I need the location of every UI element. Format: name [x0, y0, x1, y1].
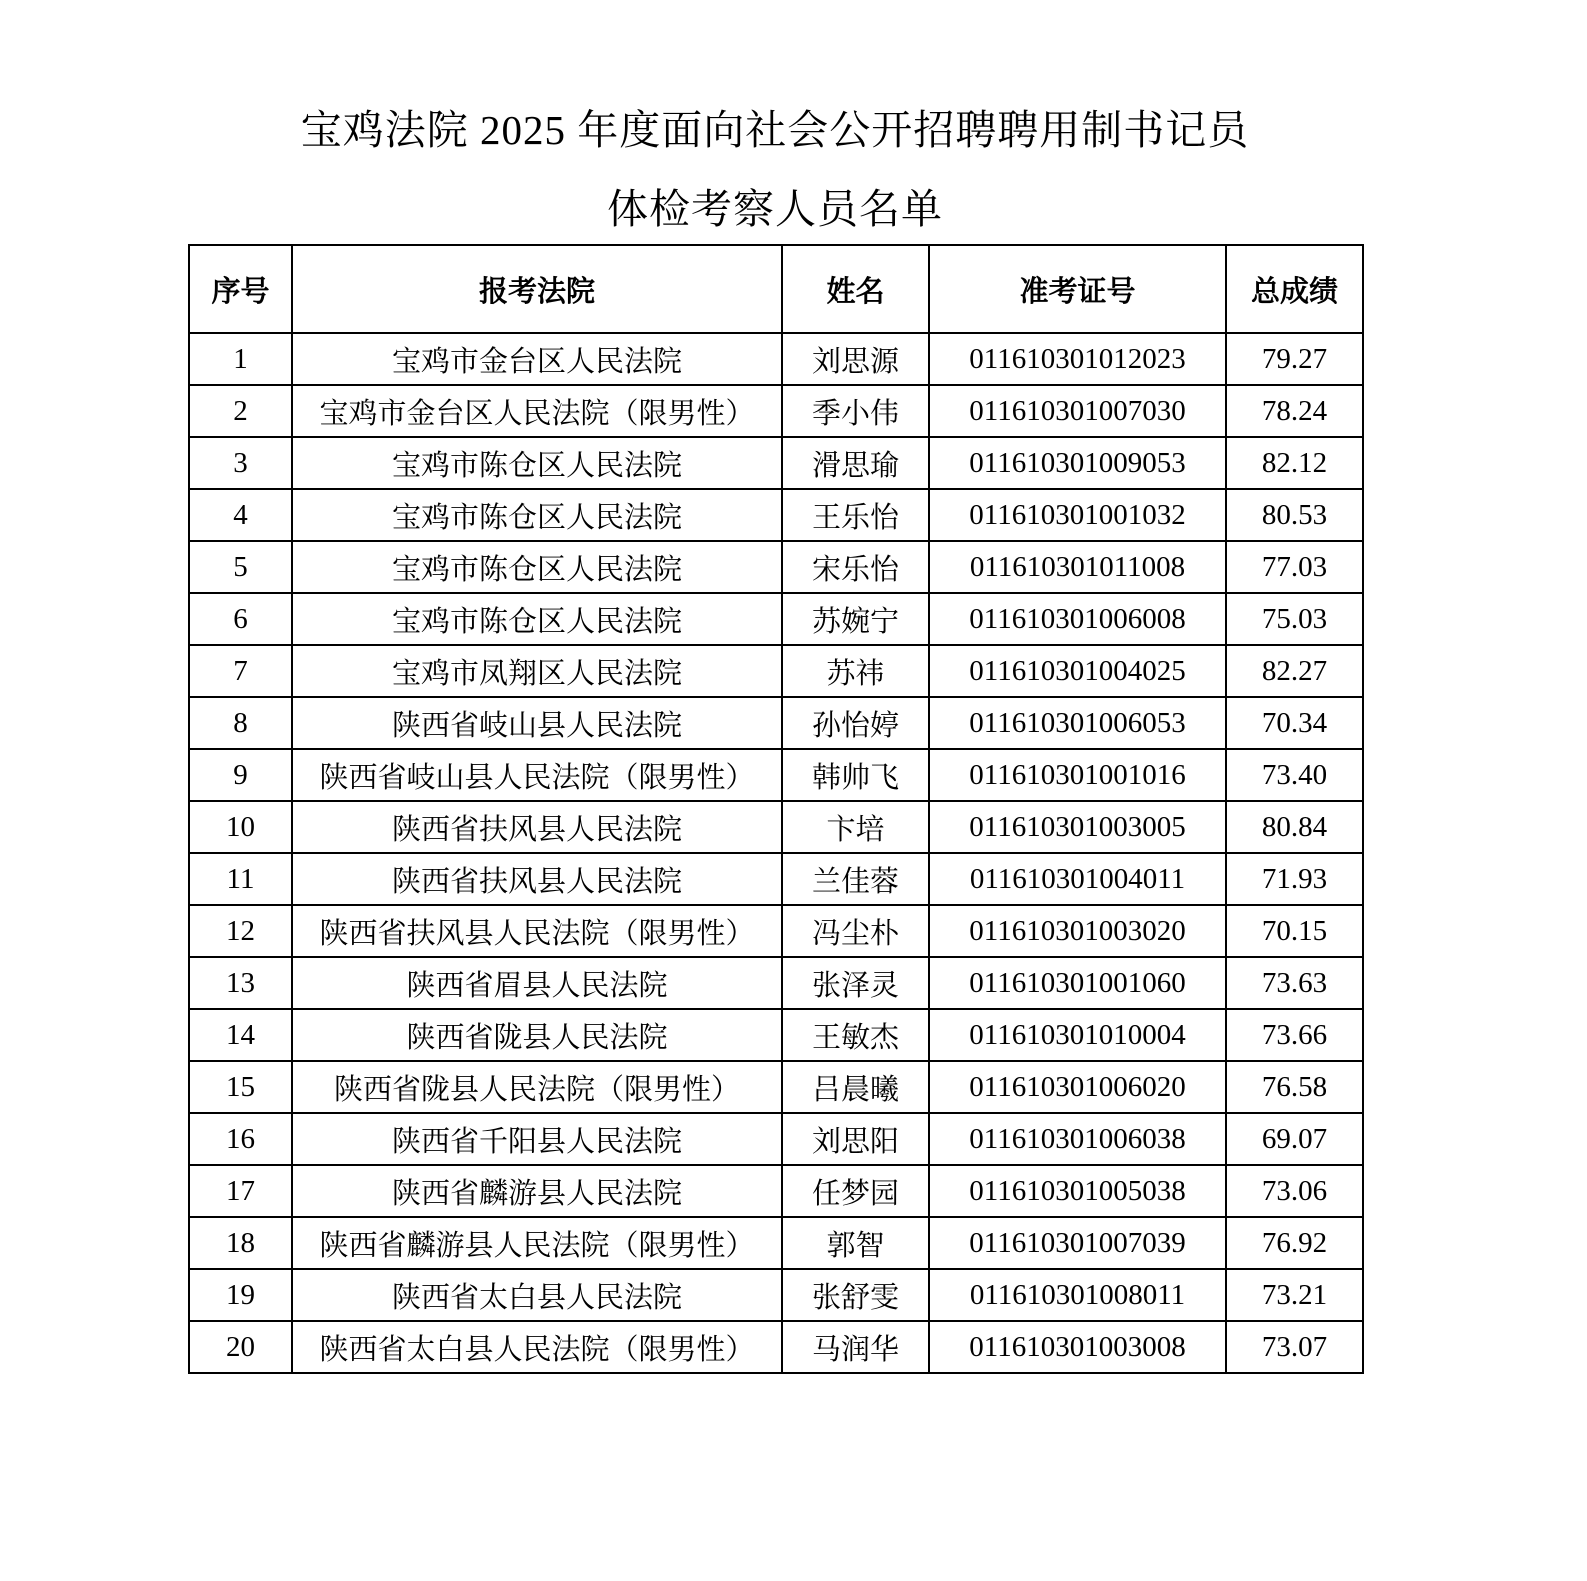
score-cell: 70.34	[1226, 697, 1363, 749]
court-cell: 陕西省千阳县人民法院	[292, 1113, 782, 1165]
header-ticket-number: 准考证号	[929, 245, 1226, 333]
table-row	[189, 489, 1363, 541]
serial-number-cell: 3	[189, 437, 292, 489]
name-cell: 马润华	[782, 1321, 929, 1373]
court-cell: 宝鸡市陈仓区人民法院	[292, 593, 782, 645]
serial-number-cell: 1	[189, 333, 292, 385]
score-cell: 73.66	[1226, 1009, 1363, 1061]
ticket-number-cell: 011610301003005	[929, 801, 1226, 853]
table-row	[189, 1061, 1363, 1113]
roster-table	[188, 244, 1364, 1374]
ticket-number-cell: 011610301005038	[929, 1165, 1226, 1217]
serial-number-cell: 6	[189, 593, 292, 645]
table-row	[189, 1321, 1363, 1373]
serial-number-cell: 17	[189, 1165, 292, 1217]
serial-number-cell: 5	[189, 541, 292, 593]
serial-number-cell: 4	[189, 489, 292, 541]
score-cell: 80.53	[1226, 489, 1363, 541]
name-cell: 郭智	[782, 1217, 929, 1269]
score-cell: 69.07	[1226, 1113, 1363, 1165]
ticket-number-cell: 011610301004011	[929, 853, 1226, 905]
court-cell: 陕西省麟游县人民法院（限男性）	[292, 1217, 782, 1269]
court-cell: 宝鸡市陈仓区人民法院	[292, 541, 782, 593]
header-name: 姓名	[782, 245, 929, 333]
serial-number-cell: 19	[189, 1269, 292, 1321]
court-cell: 宝鸡市陈仓区人民法院	[292, 489, 782, 541]
document-title	[188, 0, 1362, 232]
score-cell: 70.15	[1226, 905, 1363, 957]
table-body	[189, 333, 1363, 1373]
header-total-score: 总成绩	[1226, 245, 1363, 333]
name-cell: 张舒雯	[782, 1269, 929, 1321]
name-cell: 卞培	[782, 801, 929, 853]
score-cell: 82.12	[1226, 437, 1363, 489]
ticket-number-cell: 011610301004025	[929, 645, 1226, 697]
score-cell: 73.21	[1226, 1269, 1363, 1321]
court-cell: 宝鸡市凤翔区人民法院	[292, 645, 782, 697]
name-cell: 王敏杰	[782, 1009, 929, 1061]
name-cell: 苏婉宁	[782, 593, 929, 645]
name-cell: 宋乐怡	[782, 541, 929, 593]
table-row	[189, 437, 1363, 489]
ticket-number-cell: 011610301008011	[929, 1269, 1226, 1321]
table-row	[189, 645, 1363, 697]
ticket-number-cell: 011610301011008	[929, 541, 1226, 593]
court-cell: 陕西省岐山县人民法院	[292, 697, 782, 749]
ticket-number-cell: 011610301007039	[929, 1217, 1226, 1269]
document-title-line1: 宝鸡法院 2025 年度面向社会公开招聘聘用制书记员	[300, 107, 1250, 153]
serial-number-cell: 9	[189, 749, 292, 801]
serial-number-cell: 7	[189, 645, 292, 697]
ticket-number-cell: 011610301001060	[929, 957, 1226, 1009]
table-row	[189, 801, 1363, 853]
court-cell: 宝鸡市金台区人民法院	[292, 333, 782, 385]
table-row	[189, 1165, 1363, 1217]
court-cell: 宝鸡市陈仓区人民法院	[292, 437, 782, 489]
score-cell: 78.24	[1226, 385, 1363, 437]
court-cell: 陕西省岐山县人民法院（限男性）	[292, 749, 782, 801]
name-cell: 王乐怡	[782, 489, 929, 541]
name-cell: 滑思瑜	[782, 437, 929, 489]
serial-number-cell: 10	[189, 801, 292, 853]
table-row	[189, 333, 1363, 385]
name-cell: 冯尘朴	[782, 905, 929, 957]
ticket-number-cell: 011610301009053	[929, 437, 1226, 489]
score-cell: 75.03	[1226, 593, 1363, 645]
serial-number-cell: 16	[189, 1113, 292, 1165]
score-cell: 73.06	[1226, 1165, 1363, 1217]
score-cell: 73.07	[1226, 1321, 1363, 1373]
court-cell: 陕西省太白县人民法院（限男性）	[292, 1321, 782, 1373]
ticket-number-cell: 011610301010004	[929, 1009, 1226, 1061]
name-cell: 刘思源	[782, 333, 929, 385]
name-cell: 韩帅飞	[782, 749, 929, 801]
serial-number-cell: 20	[189, 1321, 292, 1373]
score-cell: 77.03	[1226, 541, 1363, 593]
court-cell: 陕西省扶风县人民法院（限男性）	[292, 905, 782, 957]
header-court: 报考法院	[292, 245, 782, 333]
serial-number-cell: 18	[189, 1217, 292, 1269]
table-row	[189, 697, 1363, 749]
table-row	[189, 957, 1363, 1009]
name-cell: 孙怡婷	[782, 697, 929, 749]
ticket-number-cell: 011610301012023	[929, 333, 1226, 385]
table-row	[189, 385, 1363, 437]
document-title-line2: 体检考察人员名单	[607, 186, 943, 232]
court-cell: 陕西省扶风县人民法院	[292, 853, 782, 905]
ticket-number-cell: 011610301006038	[929, 1113, 1226, 1165]
serial-number-cell: 13	[189, 957, 292, 1009]
table-row	[189, 853, 1363, 905]
court-cell: 陕西省扶风县人民法院	[292, 801, 782, 853]
court-cell: 陕西省陇县人民法院（限男性）	[292, 1061, 782, 1113]
serial-number-cell: 14	[189, 1009, 292, 1061]
table-row	[189, 593, 1363, 645]
name-cell: 张泽灵	[782, 957, 929, 1009]
score-cell: 79.27	[1226, 333, 1363, 385]
table-row	[189, 1269, 1363, 1321]
court-cell: 陕西省麟游县人民法院	[292, 1165, 782, 1217]
serial-number-cell: 15	[189, 1061, 292, 1113]
score-cell: 82.27	[1226, 645, 1363, 697]
score-cell: 76.92	[1226, 1217, 1363, 1269]
score-cell: 73.40	[1226, 749, 1363, 801]
table-row	[189, 749, 1363, 801]
score-cell: 76.58	[1226, 1061, 1363, 1113]
court-cell: 陕西省眉县人民法院	[292, 957, 782, 1009]
ticket-number-cell: 011610301006053	[929, 697, 1226, 749]
ticket-number-cell: 011610301003020	[929, 905, 1226, 957]
table-row	[189, 905, 1363, 957]
name-cell: 刘思阳	[782, 1113, 929, 1165]
ticket-number-cell: 011610301001016	[929, 749, 1226, 801]
score-cell: 71.93	[1226, 853, 1363, 905]
ticket-number-cell: 011610301001032	[929, 489, 1226, 541]
table-row	[189, 1113, 1363, 1165]
table-row	[189, 1009, 1363, 1061]
ticket-number-cell: 011610301007030	[929, 385, 1226, 437]
table-header-row	[189, 245, 1363, 333]
court-cell: 陕西省陇县人民法院	[292, 1009, 782, 1061]
score-cell: 80.84	[1226, 801, 1363, 853]
serial-number-cell: 2	[189, 385, 292, 437]
name-cell: 吕晨曦	[782, 1061, 929, 1113]
serial-number-cell: 12	[189, 905, 292, 957]
serial-number-cell: 8	[189, 697, 292, 749]
table-row	[189, 541, 1363, 593]
court-cell: 陕西省太白县人民法院	[292, 1269, 782, 1321]
name-cell: 兰佳蓉	[782, 853, 929, 905]
header-serial-number: 序号	[189, 245, 292, 333]
name-cell: 任梦园	[782, 1165, 929, 1217]
score-cell: 73.63	[1226, 957, 1363, 1009]
ticket-number-cell: 011610301006008	[929, 593, 1226, 645]
ticket-number-cell: 011610301006020	[929, 1061, 1226, 1113]
name-cell: 季小伟	[782, 385, 929, 437]
name-cell: 苏祎	[782, 645, 929, 697]
court-cell: 宝鸡市金台区人民法院（限男性）	[292, 385, 782, 437]
ticket-number-cell: 011610301003008	[929, 1321, 1226, 1373]
table-row	[189, 1217, 1363, 1269]
serial-number-cell: 11	[189, 853, 292, 905]
